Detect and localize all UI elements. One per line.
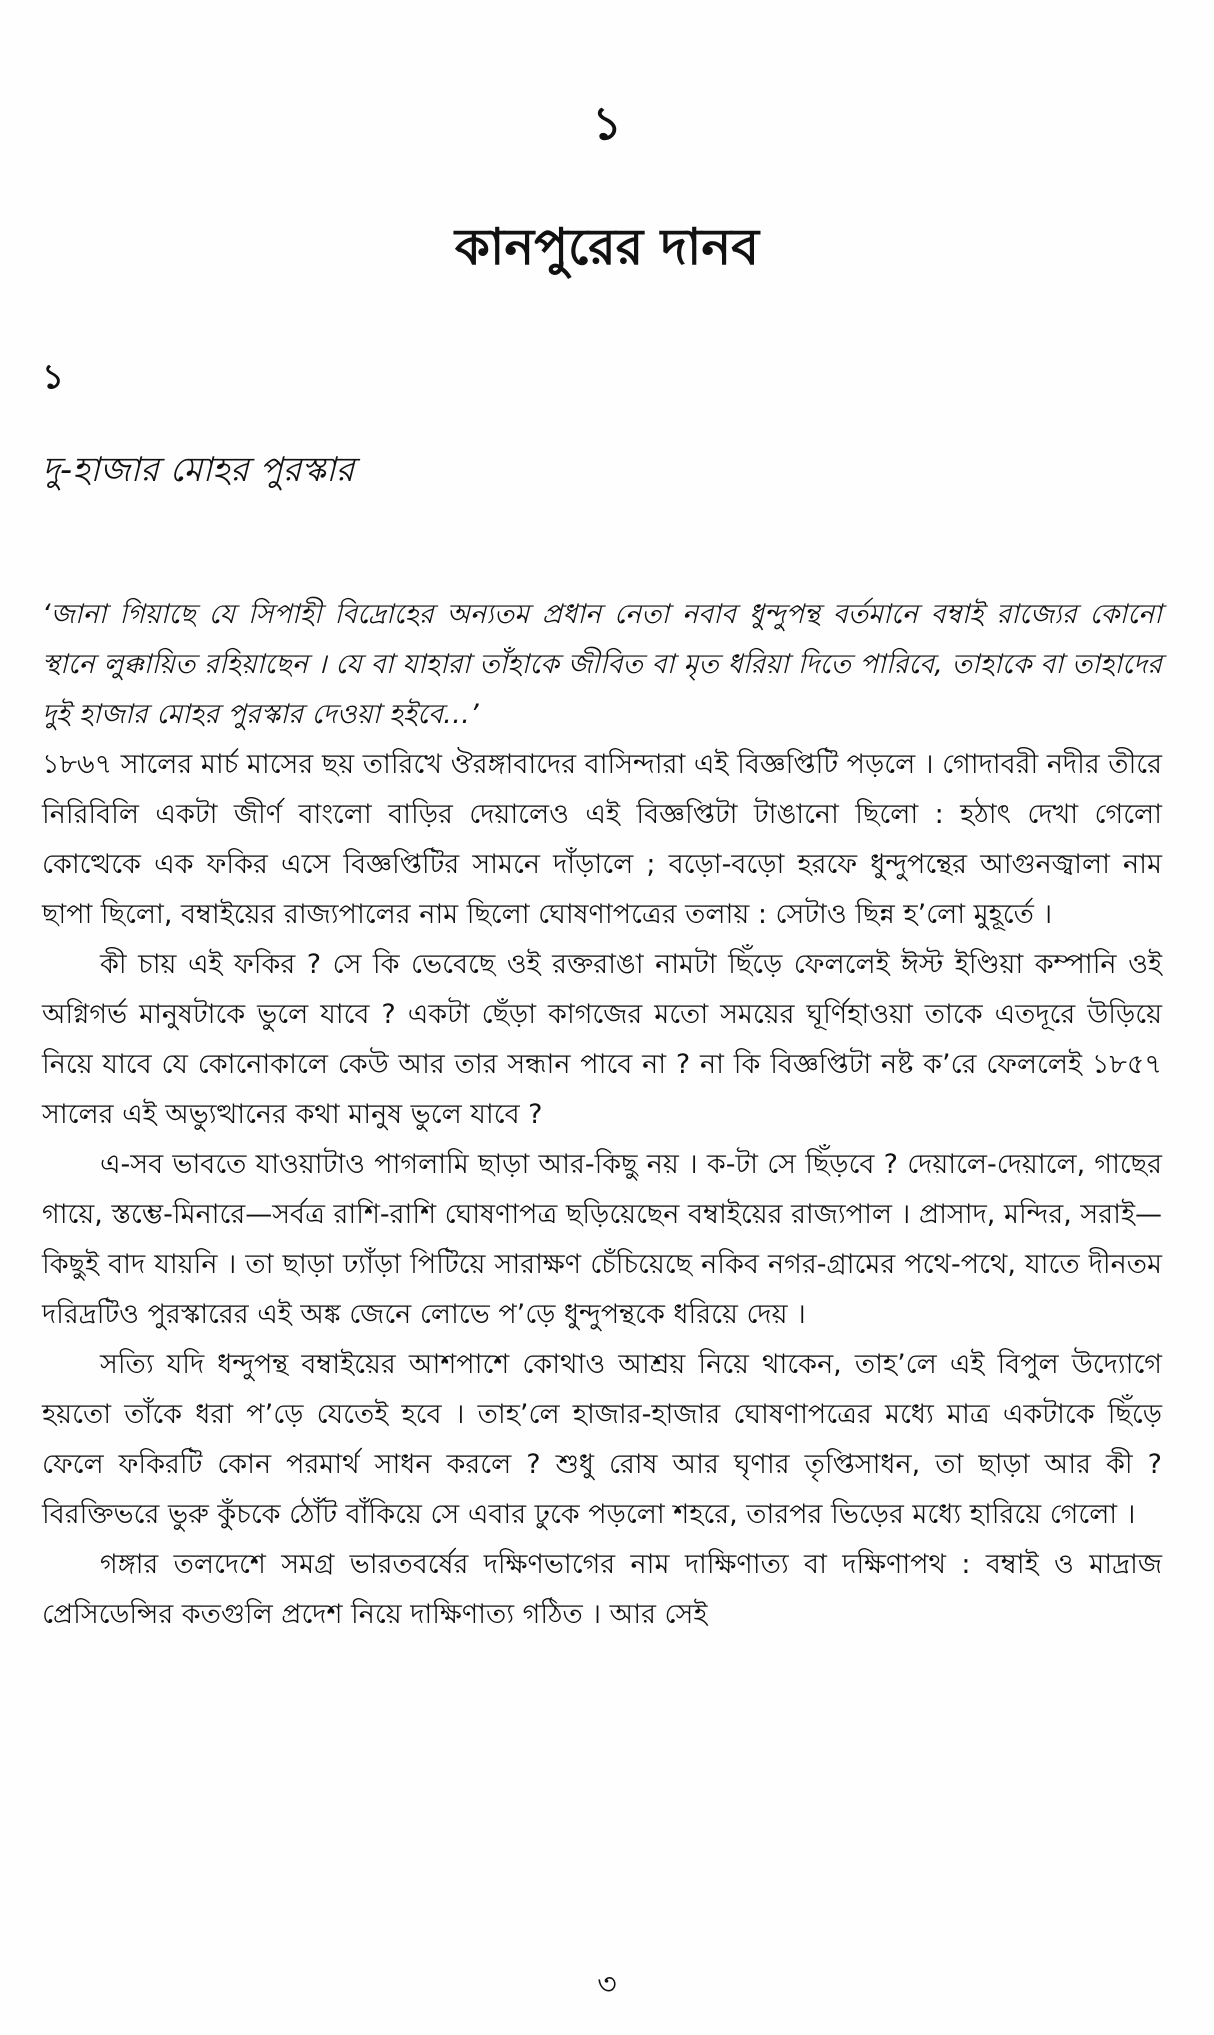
paragraph-5: গঙ্গার তলদেশে সমগ্র ভারতবর্ষের দক্ষিণভাগের নাম দাক্ষিণাত্য বা দক্ষিণাপথ : বম্বাই ও মাদ্রাজ প্রেসিডেন্সির কতগুলি প্রদেশ নিয়ে দাক্ষিণাত্য গঠিত । আর সেই <box>42 1549 1162 1630</box>
page-number: ৩ <box>597 1967 617 2002</box>
section-title: দু-হাজার মোহর পুরস্কার <box>42 450 355 490</box>
paragraph-1: ১৮৬৭ সালের মার্চ মাসের ছয় তারিখে ঔরঙ্গাবাদের বাসিন্দারা এই বিজ্ঞপ্তিটি পড়লে । গোদাবরী নদীর তীরে নিরিবিলি একটা জীর্ণ বাংলো বাড়ির দেয়ালেও এই বিজ্ঞপ্তিটা টাঙানো ছিলো : হঠাৎ দেখা গেলো কোত্থেকে এক ফকির এসে বিজ্ঞপ্তিটির সামনে দাঁড়ালে ; বড়ো-বড়ো হরফে ধুন্দুপন্থের আগুনজ্বালা নাম ছাপা ছিলো, বম্বাইয়ের রাজ্যপালের নাম ছিলো ঘোষণাপত্রের তলায় : সেটাও ছিন্ন হ’লো মুহূর্তে । <box>42 749 1162 930</box>
chapter-number: ১ <box>592 96 622 150</box>
paragraph-2: কী চায় এই ফকির ? সে কি ভেবেছে ওই রক্তরাঙা নামটা ছিঁড়ে ফেললেই ঈস্ট ইণ্ডিয়া কম্পানি ওই অগ্নিগর্ভ মানুষটাকে ভুলে যাবে ? একটা ছেঁড়া কাগজের মতো সময়ের ঘূর্ণিহাওয়া তাকে এতদূরে উড়িয়ে নিয়ে যাবে যে কোনোকালে কেউ আর তার সন্ধান পাবে না ? না কি বিজ্ঞপ্তিটা নষ্ট ক’রে ফেললেই ১৮৫৭ সালের এই অভ্যুত্থানের কথা মানুষ ভুলে যাবে ? <box>42 949 1162 1130</box>
chapter-title: কানপুরের দানব <box>454 218 760 276</box>
notice-quote: ‘জানা গিয়াছে যে সিপাহী বিদ্রোহের অন্যতম প্রধান নেতা নবাব ধুন্দুপন্থ বর্তমানে বম্বাই রাজ্যের কোনো স্থানে লুক্কায়িত রহিয়াছেন । যে বা যাহারা তাঁহাকে জীবিত বা মৃত ধরিয়া দিতে পারিবে, তাহাকে বা তাহাদের দুই হাজার মোহর পুরস্কার দেওয়া হইবে…’ <box>42 599 1162 730</box>
body-text <box>42 590 1162 1640</box>
paragraph-3: এ-সব ভাবতে যাওয়াটাও পাগলামি ছাড়া আর-কিছু নয় । ক-টা সে ছিঁড়বে ? দেয়ালে-দেয়ালে, গাছের গায়ে, স্তম্ভে-মিনারে—সর্বত্র রাশি-রাশি ঘোষণাপত্র ছড়িয়েছেন বম্বাইয়ের রাজ্যপাল । প্রাসাদ, মন্দির, সরাই—কিছুই বাদ যায়নি । তা ছাড়া ঢ্যাঁড়া পিটিয়ে সারাক্ষণ চেঁচিয়েছে নকিব নগর-গ্রামের পথে-পথে, যাতে দীনতম দরিদ্রটিও পুরস্কারের এই অঙ্ক জেনে লোভে প’ড়ে ধুন্দুপন্থকে ধরিয়ে দেয় । <box>42 1149 1162 1330</box>
section-number: ১ <box>42 357 65 397</box>
paragraph-4: সত্যি যদি ধন্দুপন্থ বম্বাইয়ের আশপাশে কোথাও আশ্রয় নিয়ে থাকেন, তাহ’লে এই বিপুল উদ্যোগে হয়তো তাঁকে ধরা প’ড়ে যেতেই হবে । তাহ’লে হাজার-হাজার ঘোষণাপত্রের মধ্যে মাত্র একটাকে ছিঁড়ে ফেলে ফকিরটি কোন পরমার্থ সাধন করলে ? শুধু রোষ আর ঘৃণার তৃপ্তিসাধন, তা ছাড়া আর কী ? বিরক্তিভরে ভুরু কুঁচকে ঠোঁট বাঁকিয়ে সে এবার ঢুকে পড়লো শহরে, তারপর ভিড়ের মধ্যে হারিয়ে গেলো । <box>42 1349 1162 1530</box>
